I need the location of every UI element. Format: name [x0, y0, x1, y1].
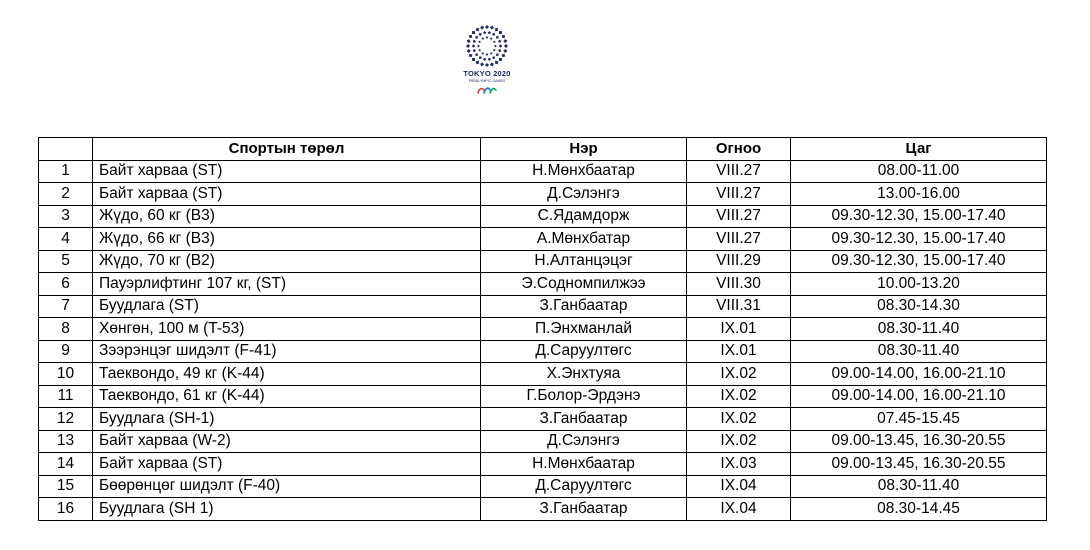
sport-cell: Таеквондо, 61 кг (K-44) — [93, 385, 481, 408]
row-number: 10 — [39, 363, 93, 386]
athlete-name-cell: А.Мөнхбатар — [481, 228, 687, 251]
sport-cell: Буудлага (SH 1) — [93, 498, 481, 521]
time-cell: 09.00-14.00, 16.00-21.10 — [791, 363, 1047, 386]
date-cell: IX.02 — [687, 430, 791, 453]
athlete-name-cell: Х.Энхтуяа — [481, 363, 687, 386]
table-row — [39, 498, 1047, 521]
sport-cell: Байт харваа (ST) — [93, 183, 481, 206]
sport-cell: Буудлага (SH-1) — [93, 408, 481, 431]
row-number: 7 — [39, 295, 93, 318]
table-row — [39, 453, 1047, 476]
row-number: 13 — [39, 430, 93, 453]
tokyo-2020-paralympic-logo — [455, 22, 519, 108]
row-number: 2 — [39, 183, 93, 206]
sport-cell: Жүдо, 66 кг (B3) — [93, 228, 481, 251]
sport-cell: Байт харваа (ST) — [93, 453, 481, 476]
date-cell: VIII.27 — [687, 205, 791, 228]
sport-cell: Бөөрөнцөг шидэлт (F-40) — [93, 475, 481, 498]
header-time: Цаг — [791, 138, 1047, 161]
time-cell: 08.00-11.00 — [791, 160, 1047, 183]
logo-title: TOKYO 2020 — [463, 69, 511, 78]
sport-cell: Хөнгөн, 100 м (T-53) — [93, 318, 481, 341]
time-cell: 08.30-11.40 — [791, 318, 1047, 341]
row-number: 3 — [39, 205, 93, 228]
date-cell: IX.02 — [687, 385, 791, 408]
athlete-name-cell: Г.Болор-Эрдэнэ — [481, 385, 687, 408]
time-cell: 09.00-13.45, 16.30-20.55 — [791, 430, 1047, 453]
table-row — [39, 475, 1047, 498]
time-cell: 09.30-12.30, 15.00-17.40 — [791, 250, 1047, 273]
athlete-name-cell: З.Ганбаатар — [481, 498, 687, 521]
table-row — [39, 250, 1047, 273]
table-row — [39, 205, 1047, 228]
date-cell: IX.01 — [687, 340, 791, 363]
table-row — [39, 228, 1047, 251]
tokyo-2020-emblem-icon — [455, 22, 519, 70]
table-row — [39, 363, 1047, 386]
time-cell: 09.30-12.30, 15.00-17.40 — [791, 205, 1047, 228]
row-number: 15 — [39, 475, 93, 498]
time-cell: 08.30-11.40 — [791, 340, 1047, 363]
table-row — [39, 160, 1047, 183]
athlete-name-cell: Д.Саруултөгс — [481, 340, 687, 363]
time-cell: 08.30-14.30 — [791, 295, 1047, 318]
row-number: 6 — [39, 273, 93, 296]
row-number: 4 — [39, 228, 93, 251]
athlete-name-cell: Н.Мөнхбаатар — [481, 160, 687, 183]
time-cell: 09.00-13.45, 16.30-20.55 — [791, 453, 1047, 476]
sport-cell: Зээрэнцэг шидэлт (F-41) — [93, 340, 481, 363]
athlete-name-cell: Э.Содномпилжээ — [481, 273, 687, 296]
header-number — [39, 138, 93, 161]
table-row — [39, 340, 1047, 363]
athlete-name-cell: Д.Саруултөгс — [481, 475, 687, 498]
table-row — [39, 295, 1047, 318]
header-date: Огноо — [687, 138, 791, 161]
date-cell: VIII.31 — [687, 295, 791, 318]
row-number: 11 — [39, 385, 93, 408]
date-cell: IX.02 — [687, 408, 791, 431]
agitos-icon — [476, 85, 498, 95]
time-cell: 09.00-14.00, 16.00-21.10 — [791, 385, 1047, 408]
table-row — [39, 318, 1047, 341]
sport-cell: Байт харваа (ST) — [93, 160, 481, 183]
athlete-name-cell: Н.Мөнхбаатар — [481, 453, 687, 476]
table-row — [39, 430, 1047, 453]
athlete-name-cell: С.Ядамдорж — [481, 205, 687, 228]
schedule-table — [38, 137, 1047, 521]
row-number: 8 — [39, 318, 93, 341]
time-cell: 09.30-12.30, 15.00-17.40 — [791, 228, 1047, 251]
time-cell: 10.00-13.20 — [791, 273, 1047, 296]
date-cell: IX.03 — [687, 453, 791, 476]
table-row — [39, 385, 1047, 408]
sport-cell: Таеквондо, 49 кг (K-44) — [93, 363, 481, 386]
row-number: 1 — [39, 160, 93, 183]
time-cell: 07.45-15.45 — [791, 408, 1047, 431]
time-cell: 08.30-11.40 — [791, 475, 1047, 498]
date-cell: VIII.27 — [687, 160, 791, 183]
sport-cell: Буудлага (ST) — [93, 295, 481, 318]
date-cell: IX.04 — [687, 475, 791, 498]
date-cell: IX.04 — [687, 498, 791, 521]
row-number: 16 — [39, 498, 93, 521]
athlete-name-cell: З.Ганбаатар — [481, 295, 687, 318]
date-cell: VIII.30 — [687, 273, 791, 296]
row-number: 5 — [39, 250, 93, 273]
athlete-name-cell: Д.Сэлэнгэ — [481, 183, 687, 206]
athlete-name-cell: Д.Сэлэнгэ — [481, 430, 687, 453]
table-header-row — [39, 138, 1047, 161]
time-cell: 13.00-16.00 — [791, 183, 1047, 206]
athlete-name-cell: З.Ганбаатар — [481, 408, 687, 431]
header-name: Нэр — [481, 138, 687, 161]
date-cell: IX.01 — [687, 318, 791, 341]
athlete-name-cell: П.Энхманлай — [481, 318, 687, 341]
sport-cell: Байт харваа (W-2) — [93, 430, 481, 453]
sport-cell: Жүдо, 70 кг (B2) — [93, 250, 481, 273]
date-cell: VIII.27 — [687, 228, 791, 251]
table-row — [39, 408, 1047, 431]
date-cell: VIII.29 — [687, 250, 791, 273]
logo-subtitle: PARALYMPIC GAMES — [468, 79, 506, 83]
row-number: 9 — [39, 340, 93, 363]
table-row — [39, 273, 1047, 296]
athlete-name-cell: Н.Алтанцэцэг — [481, 250, 687, 273]
table-row — [39, 183, 1047, 206]
date-cell: IX.02 — [687, 363, 791, 386]
date-cell: VIII.27 — [687, 183, 791, 206]
sport-cell: Жүдо, 60 кг (B3) — [93, 205, 481, 228]
row-number: 12 — [39, 408, 93, 431]
header-sport: Спортын төрөл — [93, 138, 481, 161]
row-number: 14 — [39, 453, 93, 476]
time-cell: 08.30-14.45 — [791, 498, 1047, 521]
sport-cell: Пауэрлифтинг 107 кг, (ST) — [93, 273, 481, 296]
